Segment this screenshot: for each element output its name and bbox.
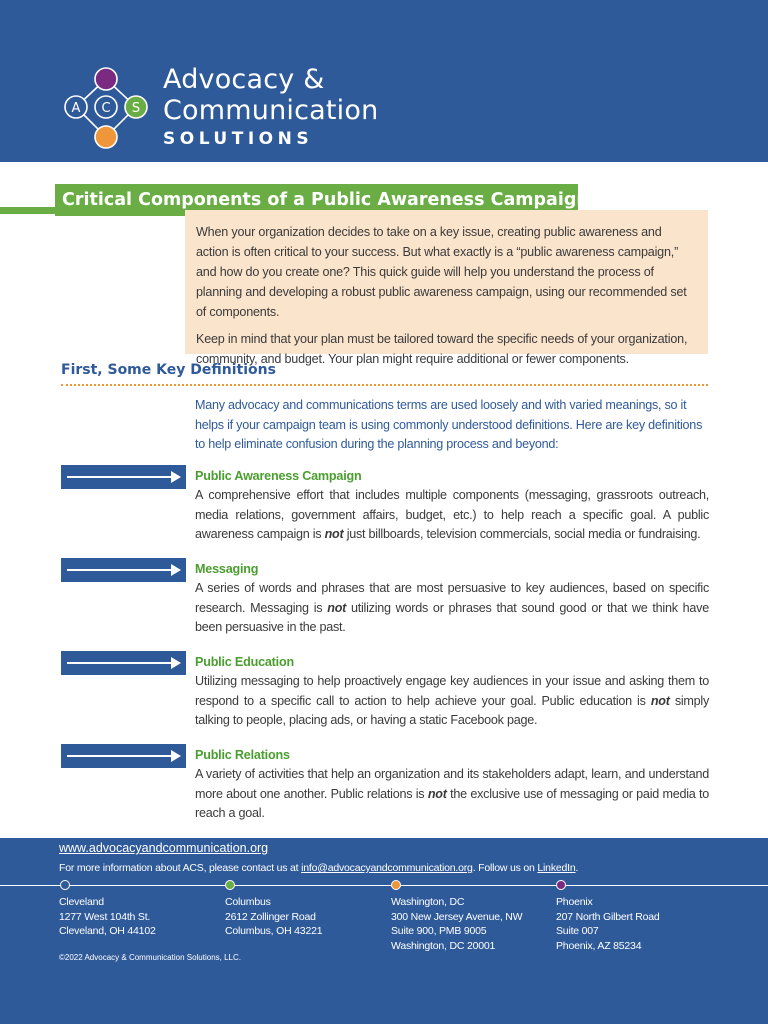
- definition-text: A series of words and phrases that are most persuasive to key audiences, based on specific research. Messaging is not utilizing words or phrases that sound good or that we think have been persuasive in the past.: [195, 581, 709, 634]
- office-washington: Washington, DC 300 New Jersey Avenue, NW Suite 900, PMB 9005 Washington, DC 20001: [391, 896, 523, 952]
- brand-line-1: Advocacy &: [163, 64, 325, 95]
- section-heading: First, Some Key Definitions: [61, 362, 276, 378]
- logo-letter-a: A: [71, 101, 81, 116]
- brand-line-3: SOLUTIONS: [163, 129, 314, 149]
- office-phoenix: Phoenix 207 North Gilbert Road Suite 007 Phoenix, AZ 85234: [556, 896, 660, 952]
- dotted-divider: [61, 384, 708, 386]
- office-dot-icon: [556, 880, 566, 890]
- footer-timeline: [0, 885, 768, 886]
- acs-logo-icon: [58, 62, 158, 154]
- office-dot-icon: [60, 880, 70, 890]
- definition-term: Public Relations: [195, 748, 290, 762]
- definitions-intro: Many advocacy and communications terms are used loosely and with varied meanings, so it helps if your campaign team is using commonly understood definitions. Here are key definitions to help eliminate confusion during the planning process and beyond:: [195, 398, 703, 451]
- brand-name: [163, 64, 378, 149]
- arrow-icon: [61, 744, 186, 768]
- office-dot-icon: [225, 880, 235, 890]
- brand-line-2: Communication: [163, 95, 379, 126]
- website-link[interactable]: www.advocacyandcommunication.org: [59, 841, 269, 855]
- definition-text: A comprehensive effort that includes multiple components (messaging, grassroots outreach, media relations, government affairs, budget, etc.) to help reach a specific goal. A public awareness campaign is not just billboards, television commercials, social media or fundraising.: [195, 488, 709, 541]
- office-columbus: Columbus 2612 Zollinger Road Columbus, OH 43221: [225, 896, 323, 937]
- intro-paragraph-1: When your organization decides to take on a key issue, creating public awareness and action is often critical to your success. But what exactly is a “public awareness campaign,” and how do you create one? This quick guide will help you understand the process of planning and developing a robust public awareness campaign, using our recommended set of components.: [196, 225, 687, 319]
- copyright: ©2022 Advocacy & Communication Solutions, LLC.: [59, 953, 241, 962]
- contact-info: For more information about ACS, please contact us at info@advocacyandcommunication.org. Follow us on LinkedIn.: [59, 862, 579, 874]
- definition-text: A variety of activities that help an organization and its stakeholders adapt, learn, and understand more about one another. Public relations is not the exclusive use of messaging or paid media to reach a goal.: [195, 767, 709, 820]
- office-dot-icon: [391, 880, 401, 890]
- email-link[interactable]: info@advocacyandcommunication.org: [301, 862, 473, 874]
- arrow-icon: [61, 558, 186, 582]
- intro-paragraph-2: Keep in mind that your plan must be tailored toward the specific needs of your organization, community, and budget. Your plan might require additional or fewer components.: [196, 332, 688, 366]
- definition-text: Utilizing messaging to help proactively engage key audiences in your issue and asking them to respond to a specific call to action to help achieve your goal. Public education is not simply talking to people, placing ads, or having a static Facebook page.: [195, 674, 710, 727]
- definition-term: Public Awareness Campaign: [195, 469, 362, 483]
- office-cleveland: Cleveland 1277 West 104th St. Cleveland, OH 44102: [59, 896, 156, 937]
- arrow-icon: [61, 651, 186, 675]
- definition-term: Public Education: [195, 655, 294, 669]
- header-banner: [0, 0, 768, 162]
- page-title: Critical Components of a Public Awareness Campaign: [55, 184, 578, 216]
- intro-box: [185, 210, 708, 366]
- footer: [0, 838, 768, 1024]
- title-accent-line: [0, 207, 55, 214]
- linkedin-link[interactable]: LinkedIn: [537, 862, 576, 874]
- definition-term: Messaging: [195, 562, 259, 576]
- logo-letter-c: C: [101, 101, 111, 116]
- arrow-icon: [61, 465, 186, 489]
- logo-letter-s: S: [131, 101, 141, 116]
